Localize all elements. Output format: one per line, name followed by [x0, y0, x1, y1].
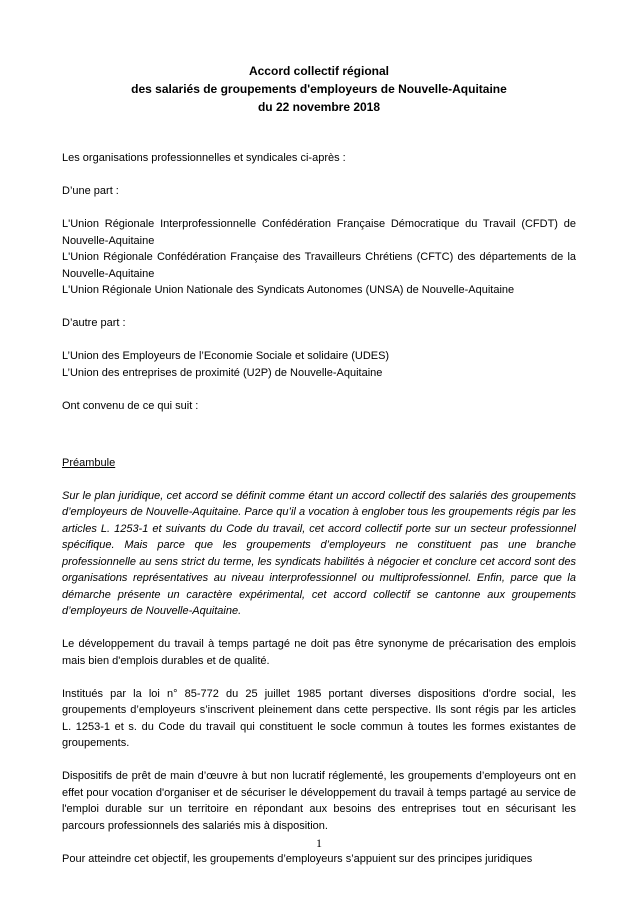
paragraph-1: Le développement du travail à temps partagé ne doit pas être synonyme de précarisation des emplois mais bien d'emplois durables et de qualité.: [62, 638, 576, 667]
agreed-text: Ont convenu de ce qui suit :: [62, 399, 199, 412]
paragraph-3: Dispositifs de prêt de main d’œuvre à but non lucratif réglementé, les groupements d’employeurs ont en effet pour vocation d'organiser et de sécuriser le développement du travail à temps partagé au service de l'emploi durable sur un territoire en répondant aux besoins des entreprises tout en sécurisant les parcours professionnels des salariés mis à disposition.: [62, 770, 576, 832]
intro-text: Les organisations professionnelles et syndicales ci-après :: [62, 152, 346, 164]
title-line-2: des salariés de groupements d'employeurs de Nouvelle-Aquitaine: [131, 82, 507, 96]
preamble-title: Préambule: [62, 456, 116, 469]
title-line-1: Accord collectif régional: [248, 64, 390, 78]
page-number: 1: [316, 836, 322, 850]
employer-udes: L’Union des Employeurs de l’Economie Sociale et solidaire (UDES): [62, 350, 390, 362]
title-line-3: du 22 novembre 2018: [257, 100, 381, 114]
union-unsa: L'Union Régionale Union Nationale des Syndicats Autonomes (UNSA) de Nouvelle-Aquitaine: [62, 284, 515, 296]
part1-label: D’une part :: [62, 185, 119, 197]
preamble-paragraph: Sur le plan juridique, cet accord se définit comme étant un accord collectif des salariés des groupements d’employeurs de Nouvelle-Aquitaine. Parce qu’il a vocation à englober tous les groupements régis par les articles L. 1253-1 et suivants du Code du travail, cet accord collectif porte sur un secteur professionnel spécifique. Mais parce que les groupements d’employeurs ne constituent pas une branche professionnelle au sens strict du terme, les syndicats habilités à négocier et conclure cet accord sont des organisations représentatives au niveau interprofessionnel ou multiprofessionnel. Enfin, parce que la démarche présente un caractère expérimental, cet accord collectif se cantonne aux groupements d’employeurs de Nouvelle-Aquitaine.: [62, 489, 576, 617]
part2-label: D’autre part :: [62, 317, 126, 329]
paragraph-2: Institués par la loi n° 85-772 du 25 juillet 1985 portant diverses dispositions d'ordre social, les groupements d’employeurs s’inscrivent pleinement dans cette perspective. Ils sont régis par les articles L. 1253-1 et s. du Code du travail qui constituent le socle commun à toutes les formes existantes de groupements.: [62, 687, 576, 749]
employer-u2p: L’Union des entreprises de proximité (U2P) de Nouvelle-Aquitaine: [62, 366, 383, 379]
paragraph-4: Pour atteindre cet objectif, les groupements d’employeurs s’appuient sur des principes juridiques: [62, 852, 533, 865]
union-cfdt: L'Union Régionale Interprofessionnelle Confédération Française Démocratique du Travail (CFDT) de Nouvelle-Aquitaine: [62, 218, 576, 247]
union-cftc: L'Union Régionale Confédération Française des Travailleurs Chrétiens (CFTC) des départements de la Nouvelle-Aquitaine: [62, 251, 576, 280]
document-body: [62, 150, 576, 867]
document-header: [62, 62, 576, 116]
